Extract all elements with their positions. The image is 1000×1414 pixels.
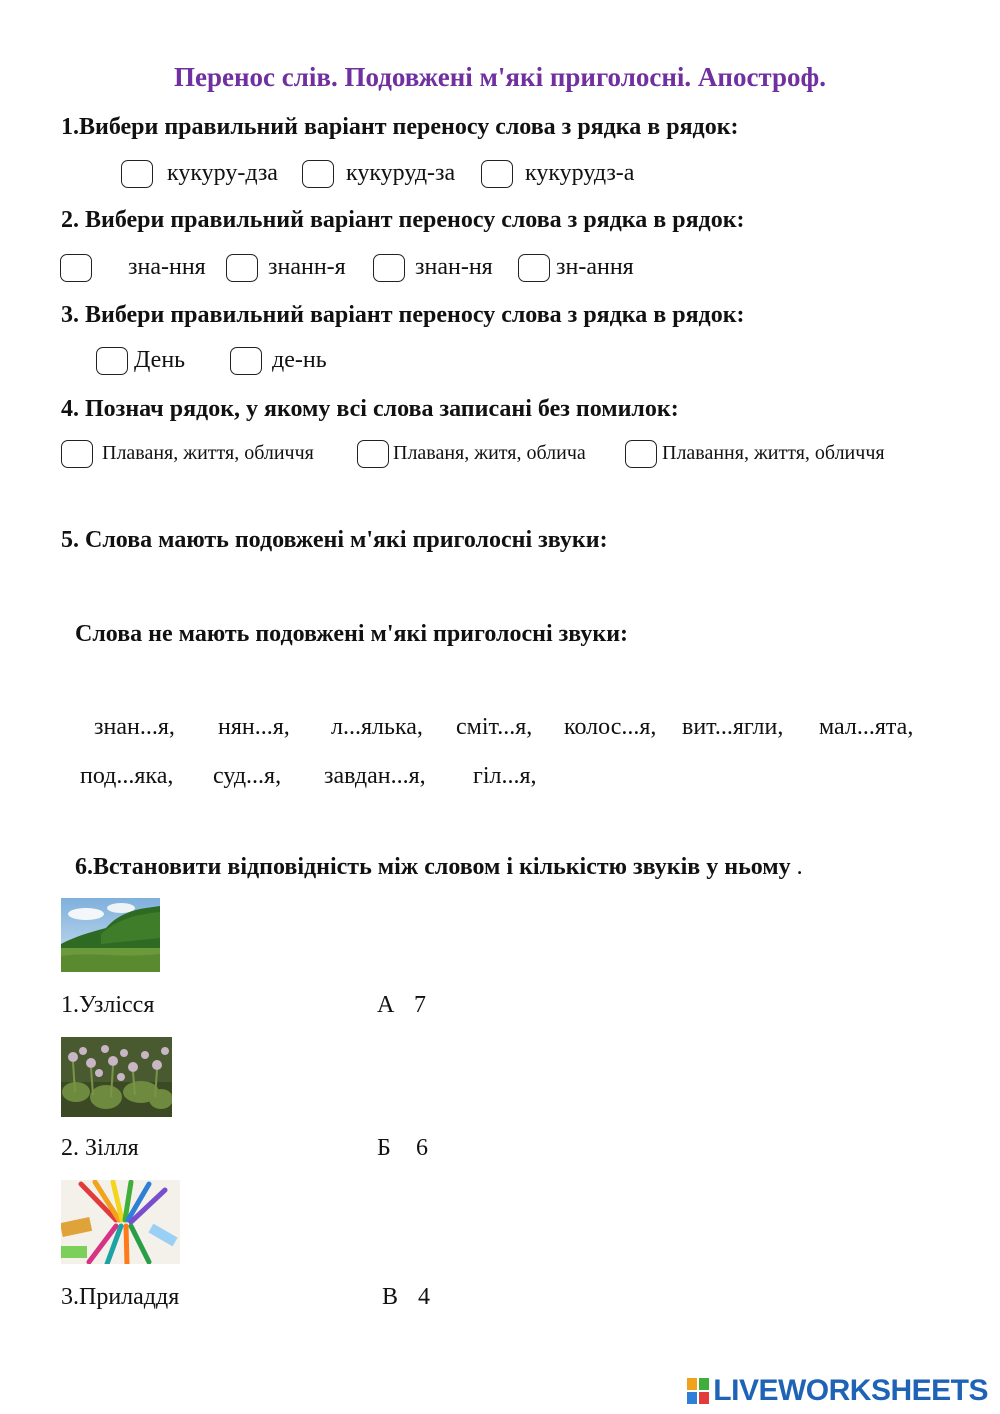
question-4: 4. Познач рядок, у якому всі слова записані без помилок:	[61, 396, 679, 422]
q1-checkbox-1[interactable]	[121, 160, 153, 188]
q4-option-1: Плаваня, життя, обличчя	[102, 442, 314, 464]
forest-edge-image	[61, 898, 160, 972]
question-6-text: 6.Встановити відповідність між словом і кількістю звуків у ньому	[75, 854, 791, 880]
school-supplies-image	[61, 1180, 180, 1264]
q2-option-1: зна-ння	[128, 254, 206, 280]
q2-option-2: знанн-я	[268, 254, 346, 280]
q2-checkbox-4[interactable]	[518, 254, 550, 282]
match-count-1: 7	[414, 992, 426, 1018]
q2-checkbox-2[interactable]	[226, 254, 258, 282]
word-item[interactable]: мал...ята,	[819, 714, 914, 740]
match-letter-2: Б	[377, 1135, 391, 1161]
q1-checkbox-2[interactable]	[302, 160, 334, 188]
match-count-2: 6	[416, 1135, 428, 1161]
q4-checkbox-1[interactable]	[61, 440, 93, 468]
q3-option-2: де-нь	[272, 347, 327, 373]
q3-checkbox-2[interactable]	[230, 347, 262, 375]
match-letter-3: В	[382, 1284, 399, 1310]
q1-option-2: кукуруд-за	[346, 160, 456, 186]
match-letter-1: А	[377, 992, 395, 1018]
word-item[interactable]: завдан...я,	[324, 763, 426, 789]
word-item[interactable]: вит...ягли,	[682, 714, 784, 740]
q4-checkbox-3[interactable]	[625, 440, 657, 468]
q3-checkbox-1[interactable]	[96, 347, 128, 375]
word-item[interactable]: знан...я,	[94, 714, 175, 740]
question-3: 3. Вибери правильний варіант переносу слова з рядка в рядок:	[61, 302, 745, 328]
page-title: Перенос слів. Подовжені м'які приголосні. Апостроф.	[174, 62, 826, 92]
match-count-3: 4	[418, 1284, 430, 1310]
word-item[interactable]: гіл...я,	[473, 763, 537, 789]
liveworksheets-text: LIVEWORKSHEETS	[713, 1374, 988, 1407]
word-item[interactable]: л...ялька,	[331, 714, 423, 740]
word-item[interactable]: под...яка,	[80, 763, 174, 789]
word-item[interactable]: нян...я,	[218, 714, 290, 740]
q1-option-3: кукурудз-а	[525, 160, 635, 186]
word-item[interactable]: колос...я,	[564, 714, 657, 740]
match-word-3: 3.Приладдя	[61, 1284, 180, 1310]
question-1: 1.Вибери правильний варіант переносу слова з рядка в рядок:	[61, 114, 739, 140]
word-item[interactable]: суд...я,	[213, 763, 282, 789]
q4-option-3: Плавання, життя, обличчя	[662, 442, 885, 464]
q1-checkbox-3[interactable]	[481, 160, 513, 188]
liveworksheets-logo	[687, 1374, 988, 1408]
q4-checkbox-2[interactable]	[357, 440, 389, 468]
question-5-part-2: Слова не мають подовжені м'які приголосні звуки:	[75, 621, 629, 647]
q2-option-4: зн-ання	[556, 254, 634, 280]
q2-checkbox-3[interactable]	[373, 254, 405, 282]
liveworksheets-mark-icon	[687, 1378, 709, 1404]
match-word-2: 2. Зілля	[61, 1135, 139, 1161]
word-item[interactable]: сміт...я,	[456, 714, 533, 740]
question-6-tail: .	[796, 854, 803, 880]
herbs-image	[61, 1037, 172, 1117]
q3-option-1: День	[134, 347, 186, 373]
question-2: 2. Вибери правильний варіант переносу слова з рядка в рядок:	[61, 207, 745, 233]
q2-option-3: знан-ня	[415, 254, 493, 280]
question-5: 5. Слова мають подовжені м'які приголосні звуки:	[61, 527, 608, 553]
question-6	[75, 854, 803, 881]
q4-option-2: Плаваня, житя, облича	[393, 442, 586, 464]
match-word-1: 1.Узлісся	[61, 992, 155, 1018]
q1-option-1: кукуру-дза	[167, 160, 278, 186]
q2-checkbox-1[interactable]	[60, 254, 92, 282]
